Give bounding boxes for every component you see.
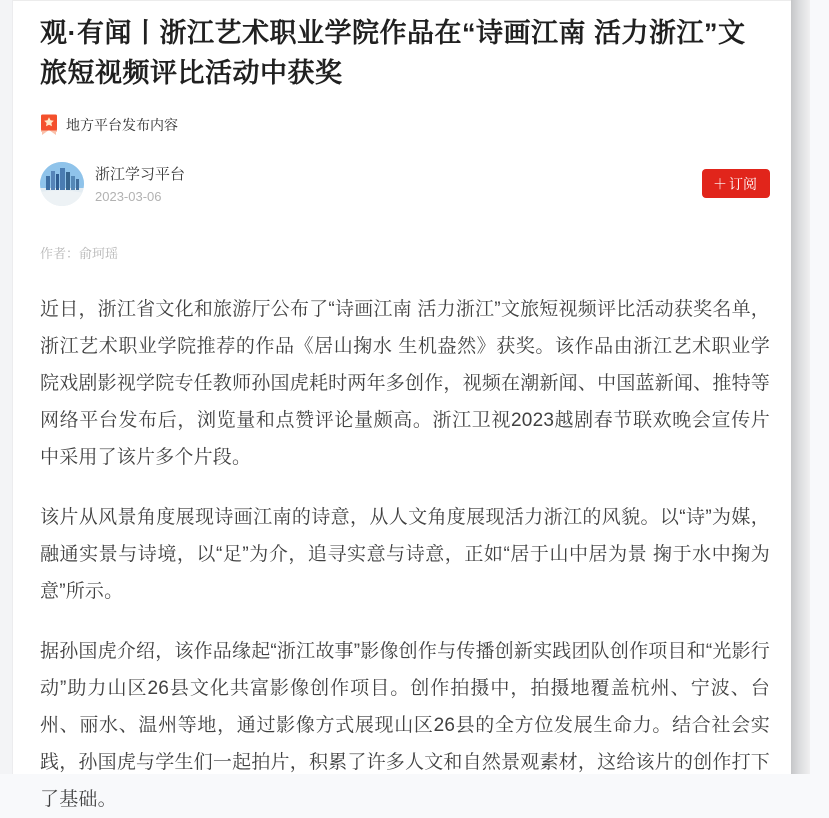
content-type-badge: [40, 114, 770, 136]
publish-date: 2023-03-06: [95, 189, 162, 204]
ribbon-star-icon: [40, 114, 58, 136]
page-edge-shadow: [791, 0, 810, 774]
publisher-avatar[interactable]: [40, 162, 84, 206]
source-meta: [95, 163, 702, 204]
plus-icon: ＋: [713, 176, 727, 192]
subscribe-button[interactable]: [702, 169, 770, 198]
article-card: [13, 0, 791, 810]
article-paragraph: 该片从风景角度展现诗画江南的诗意，从人文角度展现活力浙江的风貌。以“诗”为媒，融通实景与诗境，以“足”为介，追寻实意与诗意，正如“居于山中居为景 掬于水中掬为意”所示。: [40, 507, 770, 602]
badge-label: 地方平台发布内容: [66, 117, 178, 133]
page-title: 观·有闻丨浙江艺术职业学院作品在“诗画江南 活力浙江”文旅短视频评比活动中获奖: [40, 18, 746, 88]
source-row: [40, 161, 770, 206]
article-paragraph: 近日，浙江省文化和旅游厅公布了“诗画江南 活力浙江”文旅短视频评比活动获奖名单，浙江艺术职业学院推荐的作品《居山掬水 生机盎然》获奖。该作品由浙江艺术职业学院戏剧影视学院专任教师孙国虎耗时两年多创作，视频在潮新闻、中国蓝新闻、推特等网络平台发布后，浏览量和点赞评论量颇高。浙江卫视2023越剧春节联欢晚会宣传片中采用了该片多个片段。: [40, 299, 770, 468]
page-background-left: [0, 0, 13, 774]
publisher-name[interactable]: 浙江学习平台: [95, 166, 186, 183]
article-paragraph: 据孙国虎介绍，该作品缘起“浙江故事”影像创作与传播创新实践团队创作项目和“光影行动”助力山区26县文化共富影像创作项目。创作拍摄中，拍摄地覆盖杭州、宁波、台州、丽水、温州等地，通过影像方式展现山区26县的全方位发展生命力。结合社会实践，孙国虎与学生们一起拍片，积累了许多人文和自然景观素材，这给该片的创作打下了基础。: [40, 641, 770, 810]
article-body: [40, 291, 770, 818]
subscribe-label: 订阅: [729, 176, 757, 192]
author-line: 作者：俞珂瑶: [40, 246, 119, 261]
